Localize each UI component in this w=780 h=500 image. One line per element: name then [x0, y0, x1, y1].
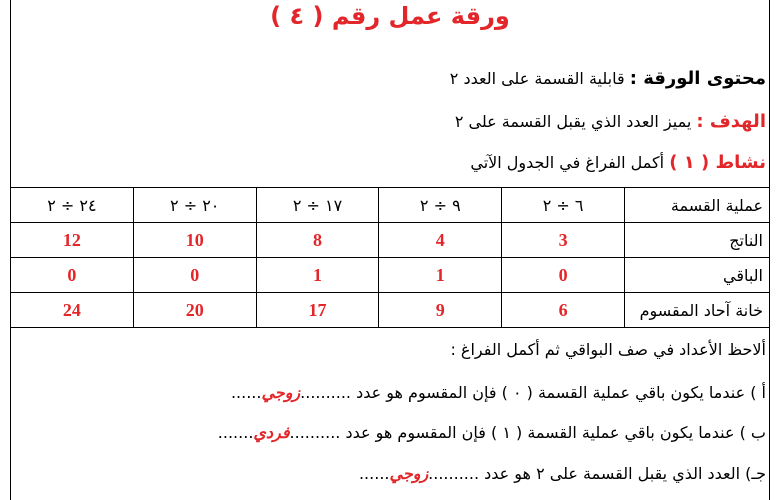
- fill-item-text: ب ) عندما يكون باقي عملية القسمة ( ١ ) فإن المقسوم هو عدد: [345, 423, 766, 442]
- division-table: [10, 187, 770, 328]
- row-label-ones-digit: خانة آحاد المقسوم: [625, 293, 770, 328]
- ones-digit-cell: 17: [256, 293, 379, 328]
- table-row-ones-digits: [11, 293, 770, 328]
- goal-text: يميز العدد الذي يقبل القسمة على ٢: [454, 112, 692, 131]
- activity-text: أكمل الفراغ في الجدول الآتي: [470, 153, 665, 172]
- content-label: محتوى الورقة :: [629, 68, 766, 89]
- remainder-cell: 1: [256, 258, 379, 293]
- fill-answer: فردي: [253, 423, 290, 442]
- table-row-quotients: [11, 223, 770, 258]
- operation-cell: ٩ ÷ ٢: [379, 188, 502, 223]
- ones-digit-cell: 9: [379, 293, 502, 328]
- ones-digit-cell: 20: [133, 293, 256, 328]
- remainder-cell: 1: [379, 258, 502, 293]
- fill-dots: ......: [358, 464, 390, 483]
- goal-label: الهدف :: [696, 111, 766, 132]
- row-label-remainder: الباقي: [625, 258, 770, 293]
- quotient-cell: 4: [379, 223, 502, 258]
- table-row-operations: [11, 188, 770, 223]
- ones-digit-cell: 24: [11, 293, 134, 328]
- row-label-quotient: الناتج: [625, 223, 770, 258]
- fill-item-b: [218, 423, 766, 442]
- operation-cell: ٢٤ ÷ ٢: [11, 188, 134, 223]
- content-text: قابلية القسمة على العدد ٢: [449, 69, 625, 88]
- row-label-operation: عملية القسمة: [625, 188, 770, 223]
- operation-cell: ٦ ÷ ٢: [502, 188, 625, 223]
- fill-dots: ......: [230, 383, 262, 402]
- fill-dots: ..........: [300, 383, 352, 402]
- activity-line: [470, 152, 766, 173]
- observe-instruction: ألاحظ الأعداد في صف البواقي ثم أكمل الفراغ :: [450, 340, 766, 359]
- fill-dots: .......: [217, 423, 254, 442]
- goal-line: [455, 111, 766, 132]
- fill-answer: زوجي: [389, 464, 429, 483]
- remainder-cell: 0: [133, 258, 256, 293]
- quotient-cell: 12: [11, 223, 134, 258]
- content-line: [450, 68, 766, 89]
- fill-item-text: جـ) العدد الذي يقبل القسمة على ٢ هو عدد: [484, 464, 766, 483]
- fill-item-c: [359, 464, 766, 483]
- activity-label: نشاط ( ١ ): [669, 152, 766, 173]
- fill-item-a: [231, 383, 766, 402]
- operation-cell: ١٧ ÷ ٢: [256, 188, 379, 223]
- operation-cell: ٢٠ ÷ ٢: [133, 188, 256, 223]
- table-row-remainders: [11, 258, 770, 293]
- remainder-cell: 0: [502, 258, 625, 293]
- fill-dots: ..........: [289, 423, 341, 442]
- remainder-cell: 0: [11, 258, 134, 293]
- quotient-cell: 8: [256, 223, 379, 258]
- ones-digit-cell: 6: [502, 293, 625, 328]
- fill-item-text: أ ) عندما يكون باقي عملية القسمة ( ٠ ) فإن المقسوم هو عدد: [356, 383, 766, 402]
- worksheet-title: ورقة عمل رقم ( ٤ ): [270, 2, 510, 30]
- quotient-cell: 3: [502, 223, 625, 258]
- fill-answer: زوجي: [261, 383, 301, 402]
- quotient-cell: 10: [133, 223, 256, 258]
- fill-dots: ..........: [428, 464, 480, 483]
